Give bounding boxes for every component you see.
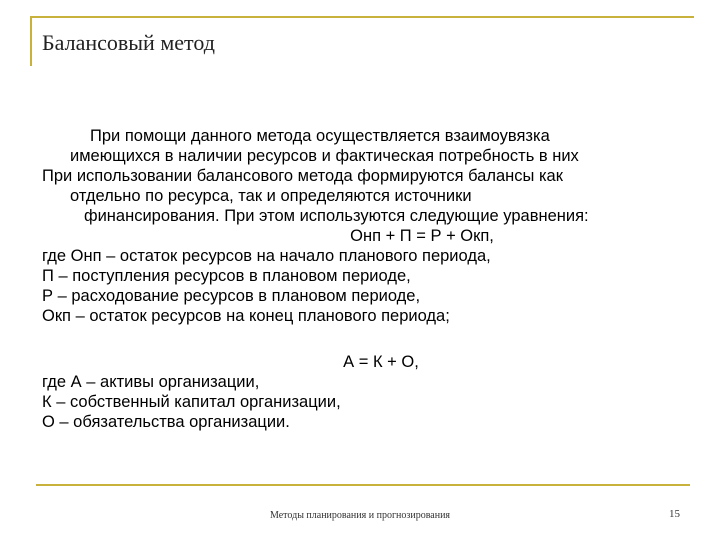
body-line: отдельно по ресурса, так и определяются источники bbox=[70, 187, 472, 205]
body-line: Р – расходование ресурсов в плановом периоде, bbox=[42, 287, 421, 305]
slide-title: Балансовый метод bbox=[42, 30, 215, 55]
footer-rule bbox=[36, 484, 690, 486]
body-line: К – собственный капитал организации, bbox=[42, 393, 341, 411]
title-top-rule bbox=[30, 16, 694, 18]
slide-body bbox=[42, 126, 682, 432]
body-line: При помощи данного метода осуществляется взаимоувязка bbox=[90, 127, 550, 145]
title-frame bbox=[30, 16, 694, 66]
body-line: П – поступления ресурсов в плановом периоде, bbox=[42, 267, 411, 285]
spacer bbox=[42, 326, 682, 352]
page-number: 15 bbox=[669, 508, 680, 520]
body-line: где А – активы организации, bbox=[42, 373, 260, 391]
body-line: Окп – остаток ресурсов на конец планового периода; bbox=[42, 307, 450, 325]
equation-balance: Онп + П = Р + Окп, bbox=[350, 227, 494, 245]
equation-assets: А = К + О, bbox=[343, 353, 419, 371]
body-line: финансирования. При этом используются следующие уравнения: bbox=[84, 207, 589, 225]
body-line: где Онп – остаток ресурсов на начало планового периода, bbox=[42, 247, 491, 265]
title-left-rule bbox=[30, 16, 32, 66]
body-line: О – обязательства организации. bbox=[42, 413, 290, 431]
body-line: имеющихся в наличии ресурсов и фактическая потребность в них bbox=[70, 147, 579, 165]
footer-text: Методы планирования и прогнозирования bbox=[269, 510, 451, 521]
body-line: При использовании балансового метода формируются балансы как bbox=[42, 167, 563, 185]
